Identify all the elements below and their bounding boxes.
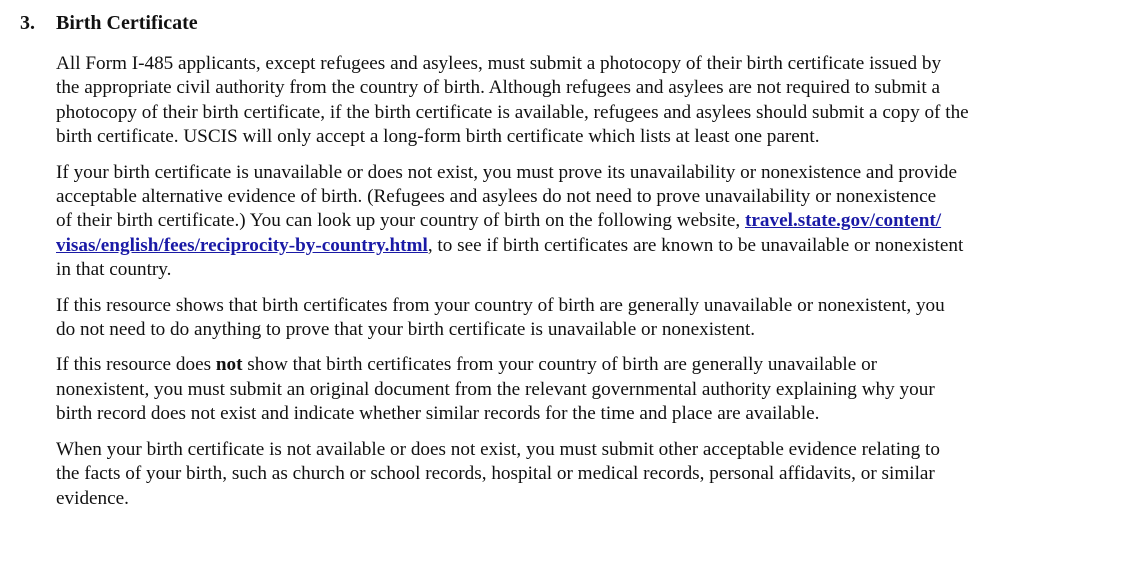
text-segment: of their birth certificate.) You can look up your country of birth on the following website, [56,210,745,232]
text-line: All Form I-485 applicants, except refugees and asylees, must submit a photocopy of their birth certificate issued by [56,53,942,74]
text-line [56,353,1121,377]
emphasis-not: not [215,354,243,376]
text-line: If your birth certificate is unavailable or does not exist, you must prove its unavailability or nonexistence and provide [56,161,958,183]
section-number: 3. [20,12,35,34]
text-line: the appropriate civil authority from the country of birth. Although refugees and asylees are not required to submit a [56,77,940,99]
paragraph-photocopy-requirement [56,52,1121,150]
paragraph-resource-does-not-show [56,353,1121,426]
paragraph-resource-shows [56,294,1121,343]
text-line: the facts of your birth, such as church or school records, hospital or medical records, personal affidavits, or similar [56,463,935,485]
text-line: nonexistent, you must submit an original document from the relevant governmental authority explaining why your [56,378,935,400]
text-line: evidence. [56,487,129,509]
text-line [56,234,1121,258]
text-segment: , to see if birth certificates are known to be unavailable or nonexistent [427,234,964,256]
text-line: birth certificate. USCIS will only accept a long-form birth certificate which lists at least one parent. [56,126,820,148]
text-segment: show that birth certificates from your country of birth are generally unavailable or [242,354,878,376]
section-title: Birth Certificate [56,12,198,34]
text-line: do not need to do anything to prove that your birth certificate is unavailable or nonexistent. [56,319,756,341]
text-line: When your birth certificate is not available or does not exist, you must submit other acceptable evidence relating to [56,438,940,460]
section-heading [20,11,198,35]
section-body [56,52,1121,522]
text-line: birth record does not exist and indicate whether similar records for the time and place are available. [56,403,820,425]
text-segment: If this resource does [56,354,216,376]
reciprocity-link-part-2[interactable]: visas/english/fees/reciprocity-by-country.html [56,234,428,256]
paragraph-other-evidence [56,438,1121,511]
reciprocity-link-part-1[interactable]: travel.state.gov/content/ [745,210,942,232]
text-line [56,209,1121,233]
paragraph-unavailable-certificate [56,161,1121,283]
text-line: photocopy of their birth certificate, if the birth certificate is available, refugees and asylees should submit a copy of the [56,101,969,123]
text-line: in that country. [56,259,172,281]
text-line: If this resource shows that birth certificates from your country of birth are generally unavailable or nonexistent, you [56,294,945,316]
text-line: acceptable alternative evidence of birth. (Refugees and asylees do not need to prove unavailability or nonexistence [56,186,937,208]
